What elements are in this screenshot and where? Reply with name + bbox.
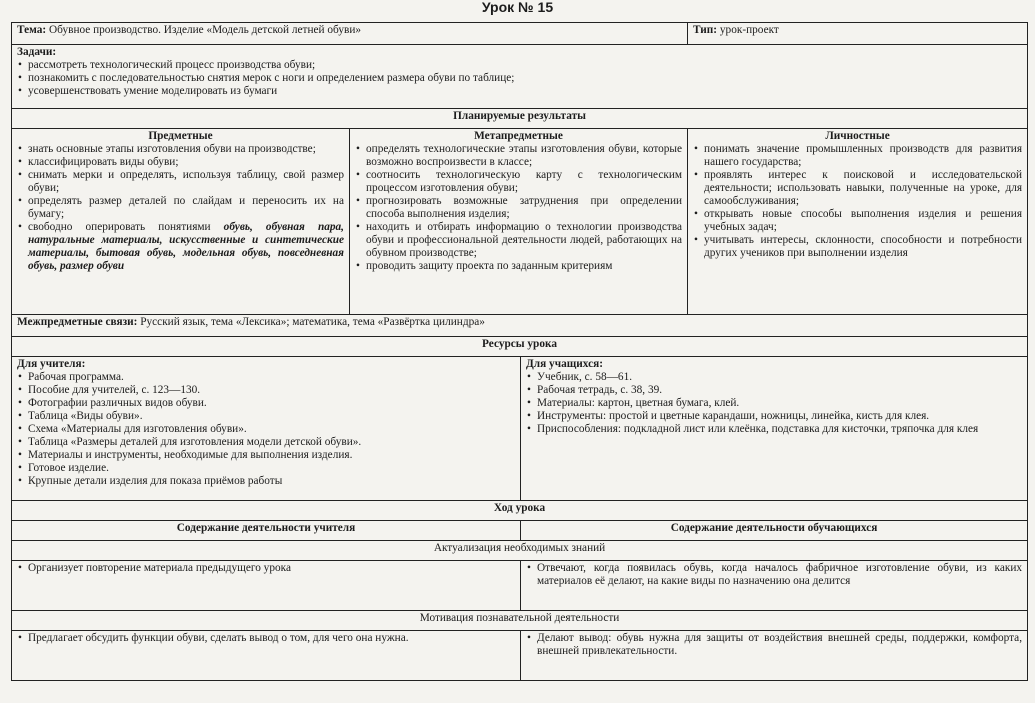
stage2-teacher-list (17, 632, 515, 645)
list-item: • Отвечают, когда появилась обувь, когда началось фабричное изготовление обуви, из каких материалов её делают, на какие виды по назначению она делится (526, 562, 1022, 588)
meta-results-cell (350, 129, 688, 315)
stage1-title-row (12, 541, 1028, 561)
list-item: • Рабочая программа. (17, 371, 515, 384)
list-item: • Материалы: картон, цветная бумага, клей. (526, 397, 1022, 410)
list-item: • открывать новые способы выполнения изделия и решения учебных задач; (693, 208, 1022, 234)
student-resources-label: Для учащихся: (526, 358, 603, 370)
list-item: • Фотографии различных видов обуви. (17, 397, 515, 410)
list-item: • Учебник, с. 58—61. (526, 371, 1022, 384)
tasks-cell (12, 45, 1028, 109)
list-item: • снимать мерки и определять, используя таблицу, свой размер обуви; (17, 169, 344, 195)
topic-value: Обувное производство. Изделие «Модель детской летней обуви» (48, 24, 362, 36)
list-item: • классифицировать виды обуви; (17, 156, 344, 169)
list-item: • Организует повторение материала предыдущего урока (17, 562, 515, 575)
links-label: Межпредметные связи: (17, 316, 138, 328)
student-resources-cell (521, 357, 1028, 501)
links-value: Русский язык, тема «Лексика»; математика, тема «Развёртка цилиндра» (140, 316, 485, 328)
list-item: • Предлагает обсудить функции обуви, сделать вывод о том, для чего она нужна. (17, 632, 515, 645)
stage1-students-cell (521, 561, 1028, 611)
type-cell (688, 23, 1028, 45)
list-item: • Приспособления: подкладной лист или клеёнка, подставка для кисточки, тряпочка для клея (526, 423, 1022, 436)
resources-row (12, 357, 1028, 501)
course-columns-row (12, 521, 1028, 541)
list-item: • знать основные этапы изготовления обуви на производстве; (17, 143, 344, 156)
meta-results-list (355, 143, 682, 273)
list-item: • Рабочая тетрадь, с. 38, 39. (526, 384, 1022, 397)
results-row (12, 129, 1028, 315)
stage1-title: Актуализация необходимых знаний (12, 541, 1028, 561)
list-item: • Схема «Материалы для изготовления обуви». (17, 423, 515, 436)
list-item: • Пособие для учителей, с. 123—130. (17, 384, 515, 397)
stage2-title-row (12, 611, 1028, 631)
topic-label: Тема: (17, 24, 47, 36)
stage2-title: Мотивация познавательной деятельности (12, 611, 1028, 631)
stage2-row (12, 631, 1028, 681)
resources-header: Ресурсы урока (12, 337, 1028, 357)
stage2-teacher-cell (12, 631, 521, 681)
personal-results-cell (688, 129, 1028, 315)
list-item: • Инструменты: простой и цветные карандаши, ножницы, линейка, кисть для клея. (526, 410, 1022, 423)
subject-results-list (17, 143, 344, 273)
tasks-row (12, 45, 1028, 109)
concepts-list: обувь, обувная пара, натуральные материалы, искусственные и синтетические материалы, бытовая обувь, модельная обувь, повседневная обувь, размер обуви (28, 221, 344, 272)
resources-header-row (12, 337, 1028, 357)
concepts-prefix: свободно оперировать понятиями (28, 221, 224, 233)
personal-results-list (693, 143, 1022, 260)
type-value: урок-проект (719, 24, 779, 36)
list-item: • соотносить технологическую карту с технологическим процессом изготовления обуви; (355, 169, 682, 195)
list-item: • прогнозировать возможные затруднения при определении способа выполнения изделия; (355, 195, 682, 221)
list-item: • Материалы и инструменты, необходимые для выполнения изделия. (17, 449, 515, 462)
list-item: • находить и отбирать информацию о технологии производства обуви и профессиональной деятельности людей, работающих на обувном производстве; (355, 221, 682, 260)
course-header-row (12, 501, 1028, 521)
list-item: • Готовое изделие. (17, 462, 515, 475)
list-item: • Таблица «Размеры деталей для изготовления модели детской обуви». (17, 436, 515, 449)
list-item: • усовершенствовать умение моделировать из бумаги (17, 85, 1022, 98)
stage1-students-list (526, 562, 1022, 588)
teacher-resources-list (17, 371, 515, 488)
list-item: • проявлять интерес к поисковой и исследовательской деятельности; использовать навыки, полученные на уроке, для самообслуживания; (693, 169, 1022, 208)
personal-results-header: Личностные (825, 130, 890, 142)
list-item: • познакомить с последовательностью снятия мерок с ноги и определением размера обуви по таблице; (17, 72, 1022, 85)
subject-results-cell (12, 129, 350, 315)
lesson-plan-table (11, 22, 1028, 681)
topic-row (12, 23, 1028, 45)
teacher-activity-header: Содержание деятельности учителя (12, 521, 521, 541)
stage1-teacher-list (17, 562, 515, 575)
links-cell (12, 315, 1028, 337)
type-label: Тип: (693, 24, 718, 36)
list-item: • определять технологические этапы изготовления обуви, которые возможно воспроизвести в классе; (355, 143, 682, 169)
list-item: • рассмотреть технологический процесс производства обуви; (17, 59, 1022, 72)
results-header: Планируемые результаты (12, 109, 1028, 129)
tasks-list (17, 59, 1022, 98)
list-item: • Крупные детали изделия для показа приёмов работы (17, 475, 515, 488)
teacher-resources-cell (12, 357, 521, 501)
lesson-title: Урок № 15 (481, 0, 554, 15)
list-item: • понимать значение промышленных производств для развития нашего государства; (693, 143, 1022, 169)
list-item: • учитывать интересы, склонности, способности и потребности других учеников при выполнении изделия (693, 234, 1022, 260)
topic-cell (12, 23, 688, 45)
stage2-students-list (526, 632, 1022, 658)
subject-results-header: Предметные (148, 130, 213, 142)
tasks-label: Задачи: (17, 46, 57, 58)
links-row (12, 315, 1028, 337)
results-header-row (12, 109, 1028, 129)
student-resources-list (526, 371, 1022, 436)
stage2-students-cell (521, 631, 1028, 681)
student-activity-header: Содержание деятельности обучающихся (521, 521, 1028, 541)
course-header: Ход урока (12, 501, 1028, 521)
stage1-row (12, 561, 1028, 611)
list-item: • проводить защиту проекта по заданным критериям (355, 260, 682, 273)
list-item (17, 221, 344, 273)
list-item: • Таблица «Виды обуви». (17, 410, 515, 423)
meta-results-header: Метапредметные (474, 130, 563, 142)
stage1-teacher-cell (12, 561, 521, 611)
list-item: • Делают вывод: обувь нужна для защиты от воздействия внешней среды, поддержки, комфорта, внешней привлекательности. (526, 632, 1022, 658)
list-item: • определять размер деталей по слайдам и переносить их на бумагу; (17, 195, 344, 221)
teacher-resources-label: Для учителя: (17, 358, 86, 370)
